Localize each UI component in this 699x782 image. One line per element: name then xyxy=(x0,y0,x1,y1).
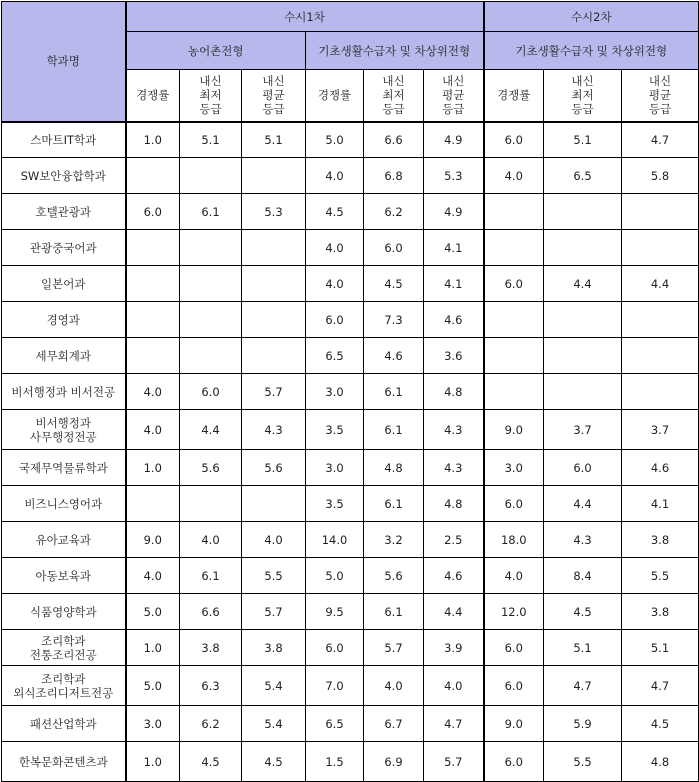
dept-name-cell: 비즈니스영어과 xyxy=(2,486,126,522)
value-cell: 6.0 xyxy=(484,266,544,302)
value-cell: 4.0 xyxy=(424,666,484,706)
value-cell: 4.1 xyxy=(424,266,484,302)
value-cell: 5.0 xyxy=(306,122,364,158)
value-cell: 4.6 xyxy=(424,302,484,338)
dept-name-cell: SW보안융합학과 xyxy=(2,158,126,194)
table-row xyxy=(2,158,699,194)
value-cell: 4.8 xyxy=(364,450,424,486)
value-cell: 5.8 xyxy=(622,158,699,194)
value-cell: 4.7 xyxy=(544,666,622,706)
value-cell: 4.0 xyxy=(242,522,306,558)
column-header: 경쟁률 xyxy=(126,70,180,122)
value-cell: 3.5 xyxy=(306,486,364,522)
table-row xyxy=(2,522,699,558)
value-cell xyxy=(544,302,622,338)
value-cell: 5.7 xyxy=(424,742,484,782)
value-cell: 4.0 xyxy=(180,522,242,558)
value-cell: 2.5 xyxy=(424,522,484,558)
value-cell: 4.8 xyxy=(622,742,699,782)
value-cell xyxy=(242,486,306,522)
value-cell: 6.5 xyxy=(544,158,622,194)
value-cell: 4.4 xyxy=(622,266,699,302)
value-cell: 5.7 xyxy=(364,630,424,666)
value-cell: 3.2 xyxy=(364,522,424,558)
value-cell: 3.9 xyxy=(424,630,484,666)
value-cell xyxy=(622,374,699,410)
value-cell: 4.0 xyxy=(484,158,544,194)
value-cell: 4.6 xyxy=(622,450,699,486)
column-header: 내신 평균 등급 xyxy=(424,70,484,122)
value-cell xyxy=(126,338,180,374)
value-cell: 4.5 xyxy=(544,594,622,630)
value-cell xyxy=(126,302,180,338)
table-row xyxy=(2,486,699,522)
dept-name-cell: 일본어과 xyxy=(2,266,126,302)
value-cell: 1.0 xyxy=(126,630,180,666)
value-cell xyxy=(622,194,699,230)
dept-name-cell: 국제무역물류학과 xyxy=(2,450,126,486)
column-header: 내신 최저 등급 xyxy=(364,70,424,122)
dept-name-cell: 세무회계과 xyxy=(2,338,126,374)
value-cell: 14.0 xyxy=(306,522,364,558)
value-cell: 6.8 xyxy=(364,158,424,194)
value-cell: 1.0 xyxy=(126,450,180,486)
value-cell xyxy=(242,338,306,374)
value-cell: 6.0 xyxy=(180,374,242,410)
table-row xyxy=(2,410,699,450)
header-r1-basic: 기초생활수급자 및 차상위전형 xyxy=(306,32,484,70)
value-cell: 4.9 xyxy=(424,122,484,158)
value-cell: 6.0 xyxy=(306,630,364,666)
value-cell: 8.4 xyxy=(544,558,622,594)
value-cell xyxy=(180,230,242,266)
value-cell: 4.4 xyxy=(544,486,622,522)
value-cell xyxy=(242,230,306,266)
value-cell: 6.0 xyxy=(544,450,622,486)
value-cell: 18.0 xyxy=(484,522,544,558)
table-row xyxy=(2,374,699,410)
dept-name-cell: 비서행정과 비서전공 xyxy=(2,374,126,410)
table-row xyxy=(2,338,699,374)
value-cell xyxy=(180,266,242,302)
dept-name-cell: 패션산업학과 xyxy=(2,706,126,742)
value-cell: 3.0 xyxy=(126,706,180,742)
value-cell: 1.5 xyxy=(306,742,364,782)
table-row xyxy=(2,594,699,630)
value-cell: 4.1 xyxy=(622,486,699,522)
value-cell: 5.0 xyxy=(306,558,364,594)
value-cell: 5.1 xyxy=(622,630,699,666)
value-cell: 4.8 xyxy=(424,486,484,522)
value-cell: 6.0 xyxy=(484,666,544,706)
value-cell: 5.6 xyxy=(180,450,242,486)
value-cell: 6.0 xyxy=(306,302,364,338)
value-cell: 6.1 xyxy=(364,594,424,630)
table-row xyxy=(2,194,699,230)
value-cell: 5.0 xyxy=(126,594,180,630)
table-row xyxy=(2,302,699,338)
value-cell: 9.0 xyxy=(484,410,544,450)
value-cell: 5.5 xyxy=(622,558,699,594)
value-cell: 5.1 xyxy=(544,630,622,666)
value-cell: 5.1 xyxy=(544,122,622,158)
value-cell: 6.6 xyxy=(180,594,242,630)
value-cell: 9.0 xyxy=(484,706,544,742)
value-cell: 5.4 xyxy=(242,706,306,742)
header-r2-basic: 기초생활수급자 및 차상위전형 xyxy=(484,32,699,70)
value-cell: 4.0 xyxy=(484,558,544,594)
value-cell xyxy=(484,230,544,266)
value-cell: 3.8 xyxy=(622,522,699,558)
value-cell: 4.1 xyxy=(424,230,484,266)
value-cell: 6.0 xyxy=(484,630,544,666)
value-cell: 5.4 xyxy=(242,666,306,706)
value-cell: 3.7 xyxy=(622,410,699,450)
value-cell: 6.7 xyxy=(364,706,424,742)
value-cell xyxy=(180,302,242,338)
value-cell: 6.2 xyxy=(364,194,424,230)
value-cell: 6.0 xyxy=(364,230,424,266)
value-cell: 4.5 xyxy=(180,742,242,782)
dept-name-cell: 조리학과 전통조리전공 xyxy=(2,630,126,666)
admission-results-table xyxy=(1,1,699,782)
table-row xyxy=(2,266,699,302)
value-cell: 6.3 xyxy=(180,666,242,706)
column-header: 내신 최저 등급 xyxy=(180,70,242,122)
value-cell xyxy=(544,374,622,410)
value-cell: 5.1 xyxy=(242,122,306,158)
value-cell: 3.0 xyxy=(306,374,364,410)
table-row xyxy=(2,666,699,706)
value-cell: 5.7 xyxy=(242,594,306,630)
value-cell: 3.0 xyxy=(484,450,544,486)
table-row xyxy=(2,742,699,782)
table-row xyxy=(2,230,699,266)
value-cell: 4.4 xyxy=(180,410,242,450)
table-row xyxy=(2,122,699,158)
value-cell: 4.5 xyxy=(622,706,699,742)
value-cell: 12.0 xyxy=(484,594,544,630)
value-cell xyxy=(180,158,242,194)
value-cell: 4.8 xyxy=(424,374,484,410)
value-cell: 6.0 xyxy=(484,742,544,782)
value-cell xyxy=(484,374,544,410)
value-cell: 3.6 xyxy=(424,338,484,374)
value-cell xyxy=(622,302,699,338)
value-cell: 4.0 xyxy=(364,666,424,706)
value-cell xyxy=(544,338,622,374)
value-cell: 5.3 xyxy=(424,158,484,194)
value-cell: 7.3 xyxy=(364,302,424,338)
dept-name-cell: 한복문화콘텐츠과 xyxy=(2,742,126,782)
value-cell xyxy=(484,194,544,230)
dept-name-cell: 스마트IT학과 xyxy=(2,122,126,158)
value-cell: 5.5 xyxy=(544,742,622,782)
column-header: 내신 평균 등급 xyxy=(242,70,306,122)
dept-name-cell: 호텔관광과 xyxy=(2,194,126,230)
value-cell: 5.9 xyxy=(544,706,622,742)
value-cell: 6.1 xyxy=(364,410,424,450)
value-cell xyxy=(242,158,306,194)
value-cell: 6.9 xyxy=(364,742,424,782)
value-cell xyxy=(622,338,699,374)
value-cell xyxy=(544,230,622,266)
table-row xyxy=(2,706,699,742)
value-cell xyxy=(242,266,306,302)
column-header: 내신 평균 등급 xyxy=(622,70,699,122)
value-cell: 6.1 xyxy=(364,486,424,522)
value-cell: 4.4 xyxy=(424,594,484,630)
value-cell xyxy=(180,486,242,522)
value-cell: 4.3 xyxy=(242,410,306,450)
value-cell: 4.0 xyxy=(306,266,364,302)
value-cell: 5.7 xyxy=(242,374,306,410)
value-cell: 4.5 xyxy=(242,742,306,782)
value-cell xyxy=(242,302,306,338)
column-header: 경쟁률 xyxy=(306,70,364,122)
value-cell: 3.5 xyxy=(306,410,364,450)
value-cell: 6.5 xyxy=(306,706,364,742)
value-cell xyxy=(126,230,180,266)
value-cell: 5.1 xyxy=(180,122,242,158)
value-cell: 9.0 xyxy=(126,522,180,558)
value-cell: 3.8 xyxy=(180,630,242,666)
value-cell: 5.6 xyxy=(364,558,424,594)
value-cell: 4.3 xyxy=(424,410,484,450)
value-cell: 5.0 xyxy=(126,666,180,706)
value-cell: 6.0 xyxy=(484,122,544,158)
value-cell: 4.6 xyxy=(424,558,484,594)
value-cell: 4.6 xyxy=(364,338,424,374)
value-cell: 3.0 xyxy=(306,450,364,486)
value-cell: 4.7 xyxy=(424,706,484,742)
value-cell: 4.0 xyxy=(126,558,180,594)
value-cell: 4.5 xyxy=(306,194,364,230)
dept-name-cell: 아동보육과 xyxy=(2,558,126,594)
value-cell: 5.5 xyxy=(242,558,306,594)
value-cell: 5.3 xyxy=(242,194,306,230)
value-cell: 5.6 xyxy=(242,450,306,486)
column-header: 경쟁률 xyxy=(484,70,544,122)
header-dept-name: 학과명 xyxy=(2,2,126,122)
value-cell: 4.4 xyxy=(544,266,622,302)
dept-name-cell: 유아교육과 xyxy=(2,522,126,558)
value-cell: 6.1 xyxy=(180,558,242,594)
value-cell: 3.8 xyxy=(622,594,699,630)
value-cell xyxy=(544,194,622,230)
value-cell: 4.3 xyxy=(544,522,622,558)
value-cell: 3.8 xyxy=(242,630,306,666)
header-round1: 수시1차 xyxy=(126,2,484,32)
value-cell: 4.7 xyxy=(622,666,699,706)
column-header: 내신 최저 등급 xyxy=(544,70,622,122)
value-cell: 6.5 xyxy=(306,338,364,374)
value-cell xyxy=(484,302,544,338)
dept-name-cell: 비서행정과 사무행정전공 xyxy=(2,410,126,450)
table-row xyxy=(2,558,699,594)
table-row xyxy=(2,630,699,666)
value-cell xyxy=(126,158,180,194)
value-cell: 1.0 xyxy=(126,742,180,782)
value-cell: 4.0 xyxy=(306,230,364,266)
value-cell: 4.7 xyxy=(622,122,699,158)
value-cell: 4.0 xyxy=(126,410,180,450)
value-cell: 4.9 xyxy=(424,194,484,230)
value-cell: 4.3 xyxy=(424,450,484,486)
dept-name-cell: 식품영양학과 xyxy=(2,594,126,630)
value-cell: 9.5 xyxy=(306,594,364,630)
value-cell xyxy=(622,230,699,266)
value-cell: 3.7 xyxy=(544,410,622,450)
value-cell xyxy=(484,338,544,374)
value-cell: 6.2 xyxy=(180,706,242,742)
value-cell xyxy=(180,338,242,374)
value-cell xyxy=(126,266,180,302)
dept-name-cell: 관광중국어과 xyxy=(2,230,126,266)
table-body xyxy=(2,122,699,782)
value-cell: 4.0 xyxy=(126,374,180,410)
header-round2: 수시2차 xyxy=(484,2,699,32)
dept-name-cell: 경영과 xyxy=(2,302,126,338)
value-cell: 4.5 xyxy=(364,266,424,302)
table-row xyxy=(2,450,699,486)
value-cell: 4.0 xyxy=(306,158,364,194)
value-cell: 6.1 xyxy=(180,194,242,230)
dept-name-cell: 조리학과 외식조리디저트전공 xyxy=(2,666,126,706)
value-cell: 6.1 xyxy=(364,374,424,410)
header-r1-rural: 농어촌전형 xyxy=(126,32,306,70)
value-cell: 6.0 xyxy=(126,194,180,230)
value-cell: 7.0 xyxy=(306,666,364,706)
value-cell: 6.0 xyxy=(484,486,544,522)
value-cell xyxy=(126,486,180,522)
value-cell: 1.0 xyxy=(126,122,180,158)
value-cell: 6.6 xyxy=(364,122,424,158)
